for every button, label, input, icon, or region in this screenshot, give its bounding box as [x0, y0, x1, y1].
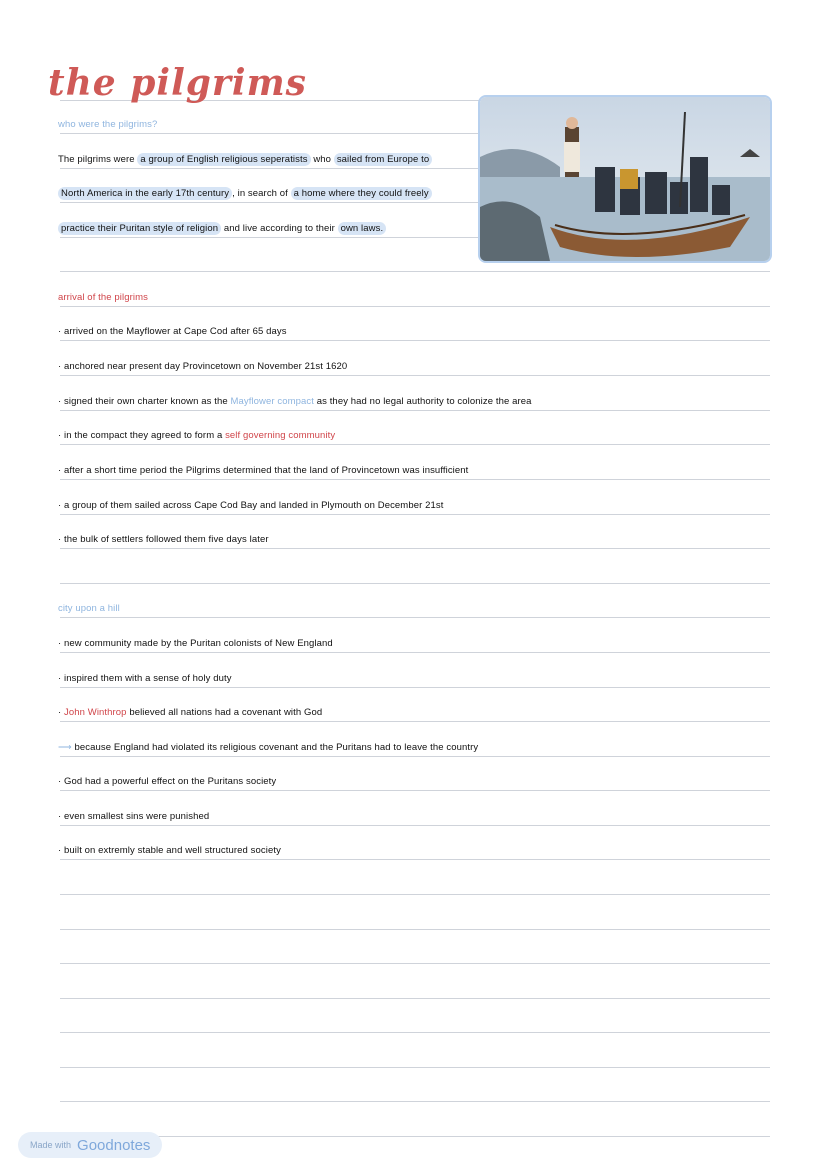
- page-title: the pilgrims: [48, 62, 307, 104]
- note-text: · even smallest sins were punished: [58, 811, 210, 822]
- pilgrims-boat-illustration: [480, 97, 770, 261]
- highlighted-text: own laws.: [338, 222, 387, 235]
- note-text: · built on extremly stable and well structured society: [58, 845, 281, 856]
- note-text: · inspired them with a sense of holy duty: [58, 673, 232, 684]
- note-text: · in the compact they agreed to form a: [58, 430, 226, 441]
- rule-line: [60, 825, 770, 826]
- rule-line: [60, 756, 770, 757]
- note-line: [58, 532, 269, 548]
- highlighted-text: a home where they could freely: [291, 187, 432, 200]
- note-line: [58, 359, 347, 375]
- note-text: Mayflower compact: [230, 396, 314, 407]
- note-line: [58, 463, 468, 479]
- rule-line: [60, 929, 770, 930]
- rule-line: [60, 687, 770, 688]
- rule-line: [60, 963, 770, 964]
- rule-line: [60, 271, 770, 272]
- note-text: · new community made by the Puritan colonists of New England: [58, 638, 333, 649]
- rule-line: [60, 340, 770, 341]
- note-line: [58, 636, 333, 652]
- arrow-icon: ⟶: [58, 742, 75, 753]
- rule-line: [60, 306, 770, 307]
- note-line: [58, 186, 432, 202]
- rule-line: [60, 617, 770, 618]
- note-text: , in search of: [232, 188, 291, 199]
- note-line: [58, 671, 232, 687]
- note-line: [58, 498, 443, 514]
- note-line: [58, 152, 432, 168]
- note-text: The pilgrims were: [58, 154, 138, 165]
- rule-line: [60, 1032, 770, 1033]
- note-text: who: [310, 154, 334, 165]
- rule-line: [60, 375, 770, 376]
- note-line: [58, 428, 335, 444]
- rule-line: [60, 1101, 770, 1102]
- rule-line: [60, 859, 770, 860]
- note-text: and live according to their: [221, 223, 338, 234]
- highlighted-text: North America in the early 17th century: [58, 187, 232, 200]
- rule-line: [60, 894, 770, 895]
- note-line: [58, 809, 209, 825]
- note-text: John Winthrop: [64, 707, 127, 718]
- note-line: [58, 394, 532, 410]
- rule-line: [60, 479, 770, 480]
- note-text: because England had violated its religious covenant and the Puritans had to leave the country: [74, 742, 479, 753]
- rule-line: [60, 410, 770, 411]
- note-line: [58, 740, 478, 756]
- note-text: · after a short time period the Pilgrims determined that the land of Provincetown was insufficient: [58, 465, 469, 476]
- rule-line: [60, 998, 770, 999]
- note-line: [58, 601, 120, 617]
- goodnotes-watermark: [18, 1132, 162, 1158]
- note-text: · arrived on the Mayflower at Cape Cod after 65 days: [58, 326, 287, 337]
- watermark-prefix: Made with: [30, 1140, 72, 1150]
- note-text: ·: [58, 707, 65, 718]
- rule-line: [60, 444, 770, 445]
- note-line: [58, 774, 276, 790]
- highlighted-text: sailed from Europe to: [334, 153, 432, 166]
- note-line: [58, 843, 281, 859]
- rule-line: [60, 514, 770, 515]
- note-line: [58, 221, 386, 237]
- rule-line: [60, 652, 770, 653]
- highlighted-text: a group of English religious seperatists: [137, 153, 310, 166]
- note-text: · signed their own charter known as the: [58, 396, 231, 407]
- note-text: who were the pilgrims?: [58, 119, 158, 130]
- note-text: as they had no legal authority to colonize the area: [313, 396, 532, 407]
- note-line: [58, 705, 322, 721]
- note-line: [58, 117, 157, 133]
- note-text: believed all nations had a covenant with God: [126, 707, 323, 718]
- rule-line: [60, 583, 770, 584]
- note-line: [58, 324, 287, 340]
- rule-line: [60, 1136, 770, 1137]
- rule-line: [60, 790, 770, 791]
- note-line: [58, 290, 148, 306]
- note-text: · God had a powerful effect on the Puritans society: [58, 776, 277, 787]
- rule-line: [60, 548, 770, 549]
- note-text: · a group of them sailed across Cape Cod Bay and landed in Plymouth on December 21st: [58, 500, 444, 511]
- note-text: arrival of the pilgrims: [58, 292, 148, 303]
- rule-line: [60, 1067, 770, 1068]
- highlighted-text: practice their Puritan style of religion: [58, 222, 221, 235]
- note-text: city upon a hill: [58, 603, 120, 614]
- note-text: self governing community: [225, 430, 336, 441]
- note-text: · the bulk of settlers followed them five days later: [58, 534, 269, 545]
- rule-line: [60, 721, 770, 722]
- watermark-brand: Goodnotes: [77, 1136, 151, 1154]
- note-text: · anchored near present day Provincetown on November 21st 1620: [58, 361, 348, 372]
